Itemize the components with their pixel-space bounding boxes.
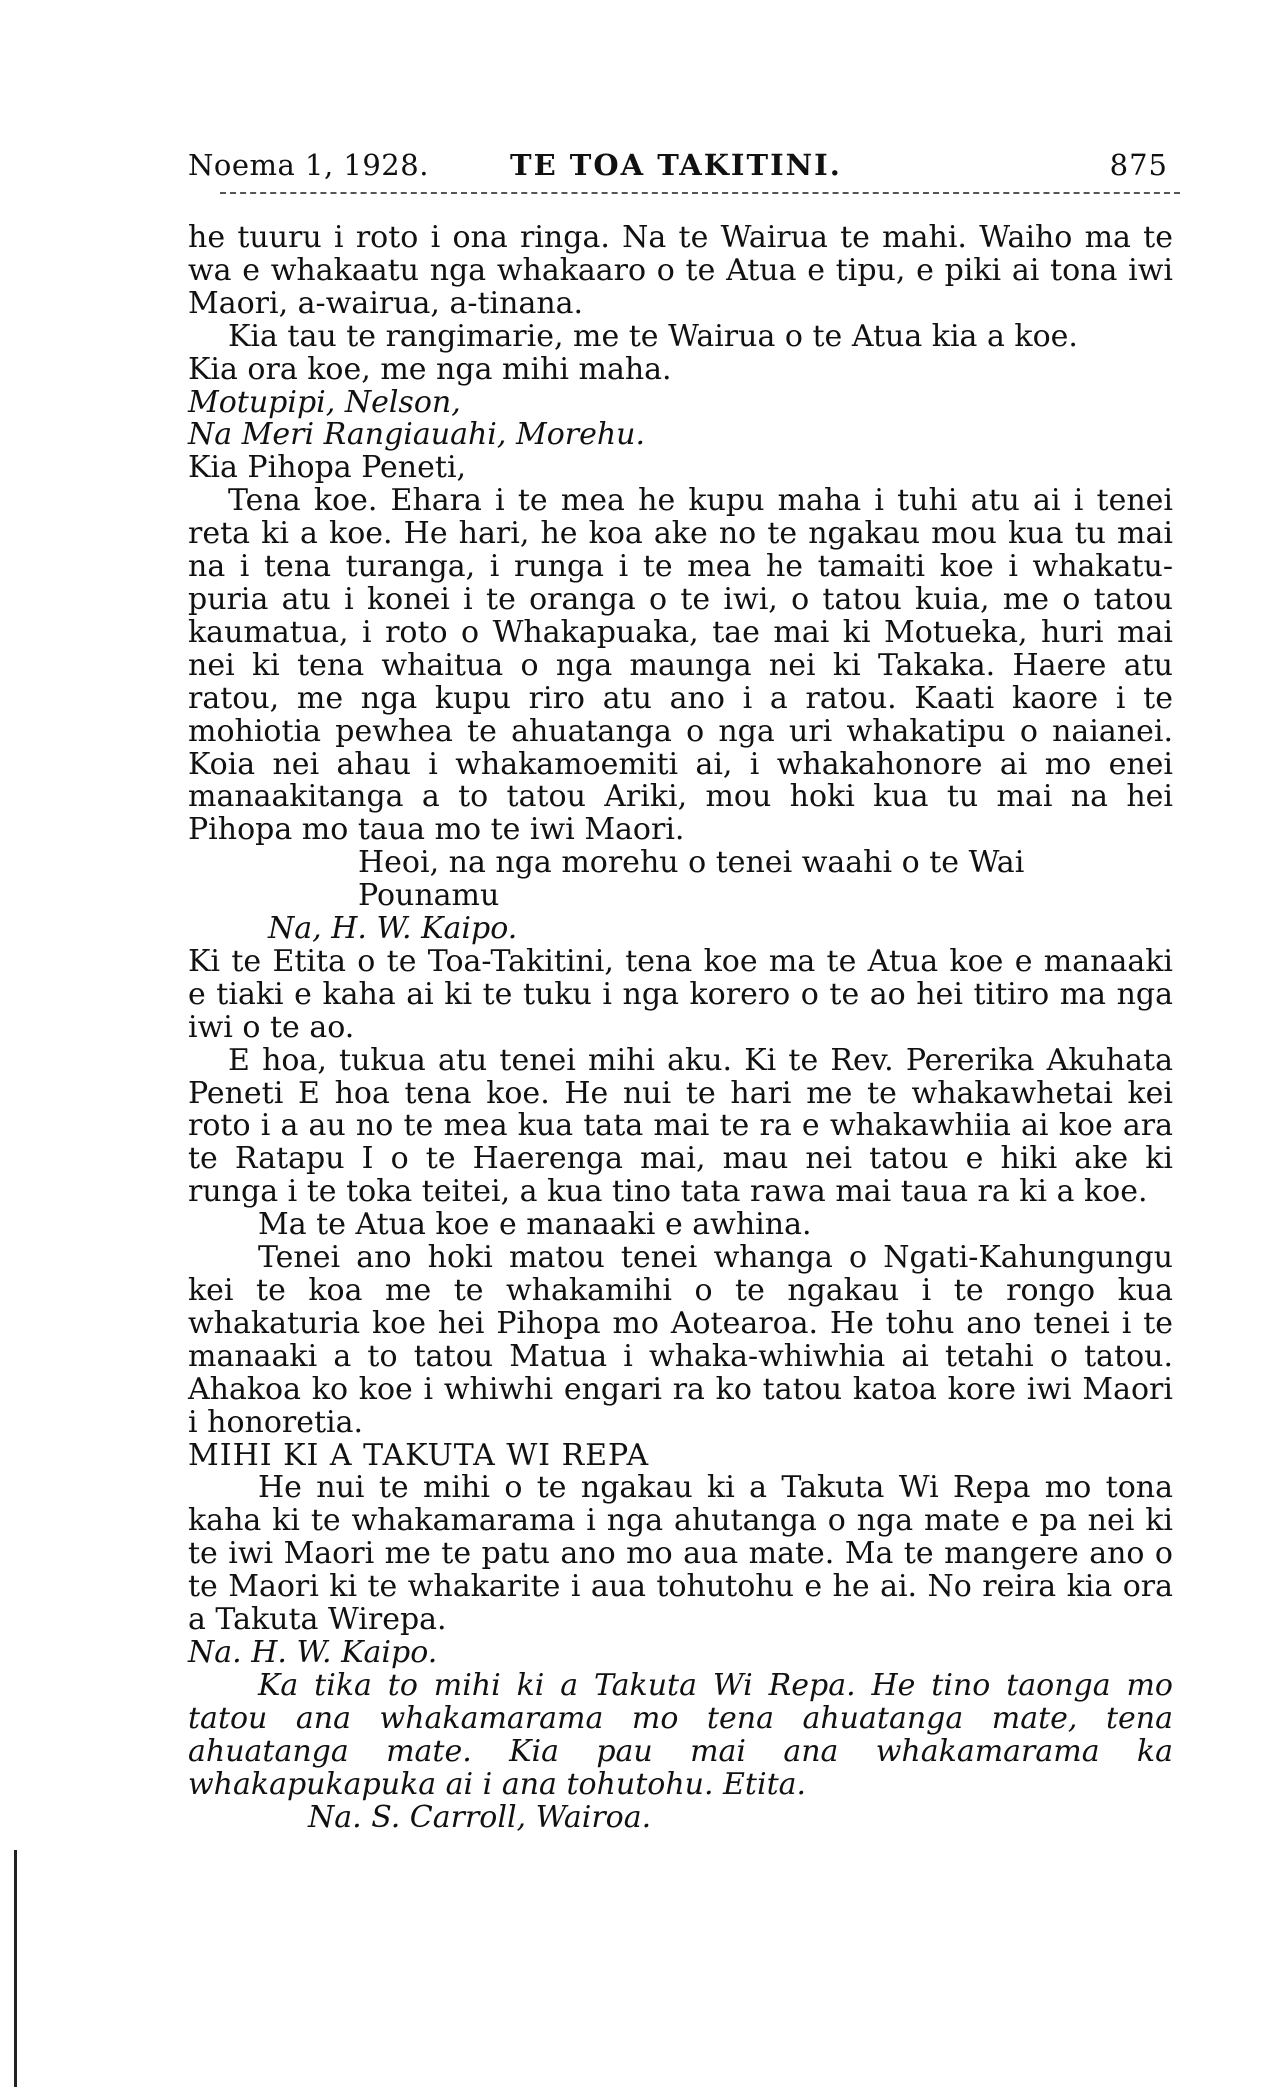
article-body [188, 222, 1173, 1834]
header-title: TE TOA TAKITINI. [510, 148, 842, 182]
section-heading: MIHI KI A TAKUTA WI REPA [188, 1437, 650, 1473]
paragraph: Ki te Etita o te Toa-Takitini, tena koe ma te Atua koe e manaaki e tiaki e kaha ai ki te tuku i nga korero o te ao hei titiro ma nga iwi o te ao. [188, 943, 1173, 1045]
paragraph: Kia ora koe, me nga mihi maha. [188, 351, 672, 387]
paragraph: he tuuru i roto i ona ringa. Na te Wairua te mahi. Waiho ma te wa e whakaatu nga whakaaro o te Atua e tipu, e piki ai tona iwi Maori, a-wairua, a-tinana. [188, 220, 1173, 321]
paragraph: Kia tau te rangimarie, me te Wairua o te Atua kia a koe. [228, 318, 1078, 354]
signature: Na. H. W. Kaipo. [188, 1634, 438, 1670]
page-number: 875 [1109, 148, 1168, 182]
signature-place: Motupipi, Nelson, [188, 384, 461, 420]
salutation: Kia Pihopa Peneti, [188, 450, 467, 486]
signature: Na, H. W. Kaipo. [268, 911, 518, 947]
editor-note: Ka tika to mihi ki a Takuta Wi Repa. He tino taonga mo tatou ana whakamarama mo tena ahuatanga mate, tena ahuatanga mate. Kia pau mai ana whakamarama ka whakapukapuka ai i ana tohutohu. Etita. [188, 1667, 1173, 1802]
paragraph: He nui te mihi o te ngakau ki a Takuta Wi Repa mo tona kaha ki te whakamarama i nga ahutanga o nga mate e pa nei ki te iwi Maori me te patu ano mo aua mate. Ma te mangere ano o te Maori ki te whakarite i aua tohutohu e he ai. No reira kia ora a Takuta Wirepa. [188, 1470, 1173, 1638]
scan-edge-line [14, 1850, 17, 2087]
paragraph: Ma te Atua koe e manaaki e awhina. [258, 1207, 812, 1243]
paragraph: E hoa, tukua atu tenei mihi aku. Ki te Rev. Pererika Akuhata Peneti E hoa tena koe. He nui te hari me te whakawhetai kei roto i a au no te mea kua tata mai te ra e whakawhiia ai koe ara te Ratapu I o te Haerenga mai, mau nei tatou e hiki ake ki runga i te toka teitei, a kua tino tata rawa mai taua ra ki a koe. [188, 1042, 1173, 1210]
header-rule [220, 192, 1180, 194]
paragraph: Tena koe. Ehara i te mea he kupu maha i tuhi atu ai i tenei reta ki a koe. He hari, he koa ake no te ngakau mou kua tu mai na i tena turanga, i runga i te mea he tamaiti koe i whakatu-puria atu i konei i te oranga o te iwi, o tatou kuia, me o tatou kaumatua, i roto o Whakapuaka, tae mai ki Motueka, huri mai nei ki tena whaitua o nga maunga nei ki Takaka. Haere atu ratou, me nga kupu riro atu ano i a ratou. Kaati kaore i te mohiotia pewhea te ahuatanga o nga uri whakatipu o naianei. Koia nei ahau i whakamoemiti ai, i whakahonore ai mo enei manaakitanga a to tatou Ariki, mou hoki kua tu mai na hei Pihopa mo taua mo te iwi Maori. [188, 483, 1173, 848]
paragraph: Heoi, na nga morehu o tenei waahi o te Wai Pounamu [358, 845, 1025, 914]
signature: Na Meri Rangiauahi, Morehu. [188, 417, 646, 453]
paragraph: Tenei ano hoki matou tenei whanga o Ngati-Kahungungu kei te koa me te whakamihi o te ngakau i te rongo kua whakaturia koe hei Pihopa mo Aotearoa. He tohu ano tenei i te manaaki a to tatou Matua i whaka-whiwhia ai tetahi o tatou. Ahakoa ko koe i whiwhi engari ra ko tatou katoa kore iwi Maori i honoretia. [188, 1240, 1173, 1440]
header-date: Noema 1, 1928. [188, 148, 429, 182]
signature: Na. S. Carroll, Wairoa. [308, 1799, 652, 1835]
running-header [188, 140, 1168, 184]
